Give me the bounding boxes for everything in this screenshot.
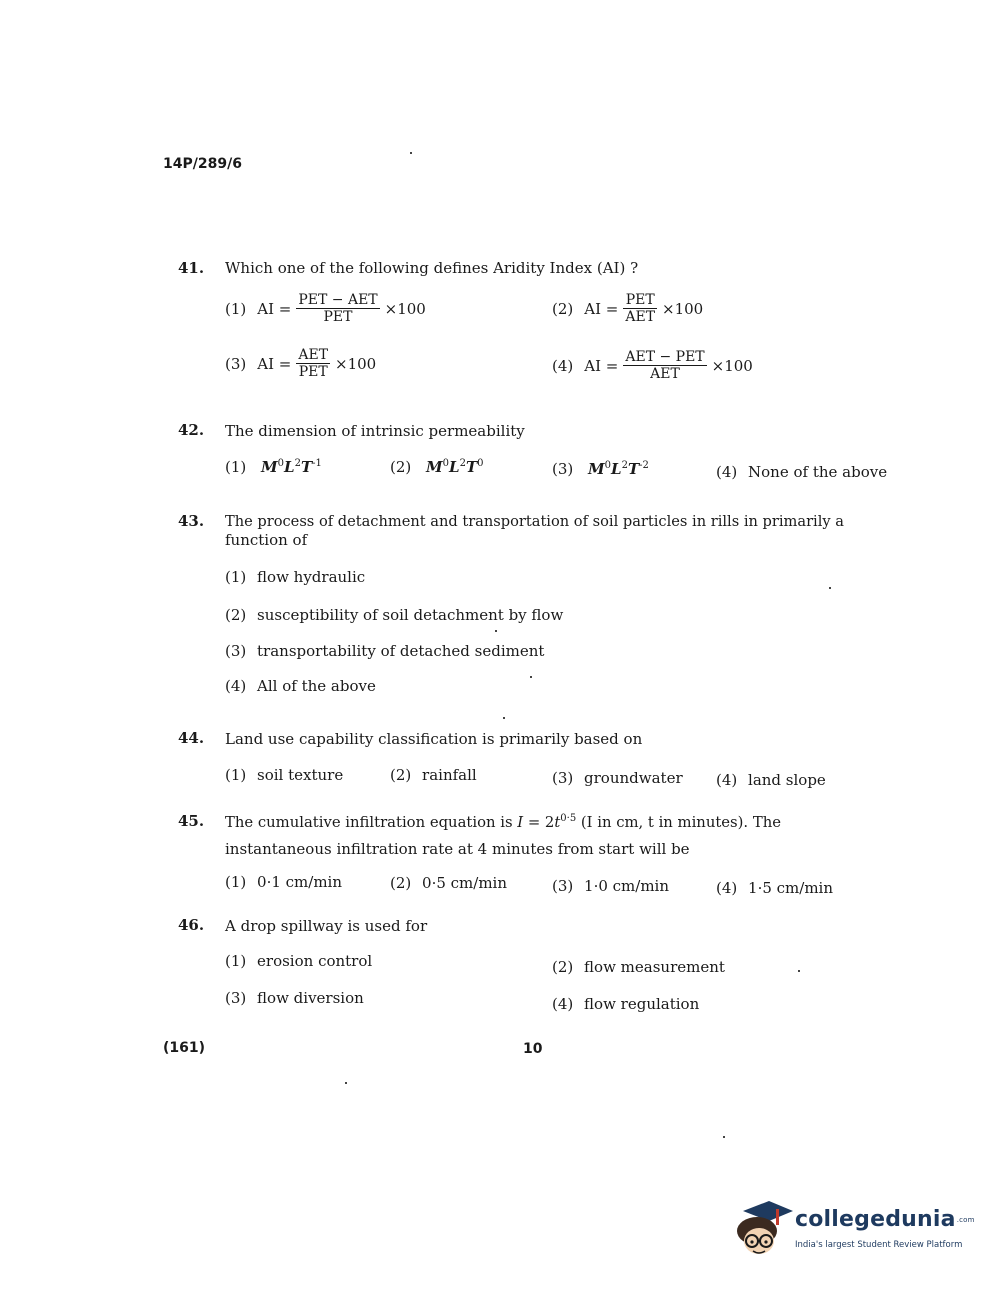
q45-option-2-text: 0·5 cm/min: [422, 874, 508, 892]
q43-option-3-text: transportability of detached sediment: [257, 642, 545, 660]
q46-option-4-text: flow regulation: [584, 995, 700, 1013]
q43-option-2-label: (2): [225, 606, 247, 624]
q44-option-4-label: (4): [716, 771, 738, 789]
q42-option-4-label: (4): [716, 463, 738, 481]
q43-option-3: [225, 642, 544, 660]
q45-option-3-label: (3): [552, 877, 574, 895]
q41-option-4-label: (4): [552, 356, 574, 375]
page-code: 14P/289/6: [163, 156, 242, 172]
question-46-text: A drop spillway is used for: [225, 917, 428, 935]
q46-option-1: [225, 952, 372, 970]
q41-option-4-numerator: AET − PET: [625, 349, 705, 365]
q45-eq-t: t: [554, 813, 561, 831]
q45-option-2-label: (2): [390, 874, 412, 892]
brand-dotcom: .com: [956, 1216, 975, 1224]
q41-option-3-label: (3): [225, 354, 247, 373]
q46-option-1-text: erosion control: [257, 952, 373, 970]
q44-option-3: [552, 769, 683, 787]
q45-option-2: [390, 874, 507, 892]
q43-option-2-text: susceptibility of soil detachment by flow: [257, 606, 564, 624]
scan-speck: [495, 630, 497, 632]
q44-option-1-label: (1): [225, 766, 247, 784]
page-number: 10: [523, 1041, 543, 1057]
question-43-line-1: The process of detachment and transportation of soil particles in rills in primarily a: [225, 513, 844, 530]
q42-o3-m-exp: 0: [604, 460, 612, 471]
q46-option-3: [225, 989, 364, 1007]
q45-eq-lhs: I: [517, 813, 524, 831]
q42-option-3-label: (3): [552, 460, 574, 478]
question-41-text: Which one of the following defines Aridity Index (AI) ?: [225, 259, 639, 277]
q45-line-1-start: The cumulative infiltration equation is: [225, 813, 518, 831]
scan-speck: [723, 1136, 725, 1138]
q45-option-4-text: 1·5 cm/min: [748, 879, 834, 897]
brand-tagline: India's largest Student Review Platform: [795, 1240, 963, 1250]
scan-speck: [530, 676, 532, 678]
q42-option-2-label: (2): [390, 458, 412, 476]
q45-option-4: [716, 879, 833, 897]
q42-o1-m-exp: 0: [277, 458, 285, 469]
q46-option-4-label: (4): [552, 995, 574, 1013]
q42-o2-m-exp: 0: [442, 458, 450, 469]
q42-option-2: (2) $M^0L^2T^0$: [390, 458, 484, 476]
q45-option-1: [225, 873, 342, 891]
q42-o1-l-exp: 2: [294, 458, 301, 469]
q42-o3-t-exp: -2: [639, 460, 649, 471]
q41-option-2: [552, 292, 703, 325]
q45-line-1-end: (I in cm, t in minutes). The: [576, 813, 781, 831]
q41-option-2-denominator: AET: [625, 309, 656, 326]
q46-option-2-text: flow measurement: [584, 958, 725, 976]
scan-speck: [410, 152, 412, 154]
q42-option-1-label: (1): [225, 458, 247, 476]
q41-option-2-numerator: PET: [623, 292, 657, 309]
q45-option-3: [552, 877, 669, 895]
scan-speck: [503, 717, 505, 719]
q46-option-3-label: (3): [225, 989, 247, 1007]
q43-option-4: [225, 677, 376, 695]
q41-option-1: [225, 292, 426, 325]
q42-o1-t-exp: -1: [312, 458, 322, 469]
q44-option-2-label: (2): [390, 766, 412, 784]
question-45-line-2: instantaneous infiltration rate at 4 minutes from start will be: [225, 840, 690, 858]
q42-o2-l-exp: 2: [459, 458, 466, 469]
q44-option-4: [716, 771, 826, 789]
q45-eq-exponent: 0·5: [560, 813, 577, 824]
q42-option-3: (3) $M^0L^2T^{-2}$: [552, 460, 649, 478]
q45-option-4-label: (4): [716, 879, 738, 897]
q45-option-1-label: (1): [225, 873, 247, 891]
q46-option-2-label: (2): [552, 958, 574, 976]
q46-option-2: [552, 958, 725, 976]
q46-option-3-text: flow diversion: [257, 989, 364, 1007]
q43-option-2: [225, 606, 563, 624]
brand-name: [795, 1207, 975, 1232]
q46-option-1-label: (1): [225, 952, 247, 970]
q43-option-1: [225, 568, 365, 586]
q44-option-3-label: (3): [552, 769, 574, 787]
q41-option-1-label: (1): [225, 299, 247, 318]
footer-code: (161): [163, 1040, 206, 1056]
q44-option-2-text: rainfall: [422, 766, 477, 784]
question-45-number: 45.: [178, 812, 205, 830]
q41-option-1-multiplier: ×100: [384, 299, 426, 318]
q42-o3-l-exp: 2: [621, 460, 628, 471]
q41-option-1-lhs: AI =: [257, 299, 292, 318]
q46-option-4: [552, 995, 699, 1013]
q43-option-4-text: All of the above: [257, 677, 376, 695]
q41-option-4-denominator: AET: [650, 366, 680, 383]
q41-option-4-lhs: AI =: [584, 356, 619, 375]
q44-option-1: [225, 766, 343, 784]
q44-option-3-text: groundwater: [584, 769, 683, 787]
q41-option-2-multiplier: ×100: [662, 299, 704, 318]
q41-option-3-multiplier: ×100: [335, 354, 377, 373]
q43-option-1-text: flow hydraulic: [257, 568, 366, 586]
q41-option-4-fraction: [623, 349, 706, 382]
mascot-icon: [735, 1195, 793, 1265]
question-43-line-2: function of: [225, 531, 308, 549]
q41-option-2-fraction: [623, 292, 657, 325]
q43-option-1-label: (1): [225, 568, 247, 586]
q45-eq-mid: = 2: [523, 813, 555, 831]
q44-option-4-text: land slope: [748, 771, 826, 789]
brand-name-text: collegedunia: [795, 1207, 956, 1232]
q41-option-3: [225, 347, 376, 380]
q41-option-4-multiplier: ×100: [711, 356, 753, 375]
q41-option-1-denominator: PET: [323, 309, 353, 326]
q43-option-4-label: (4): [225, 677, 247, 695]
q41-option-3-denominator: PET: [298, 364, 328, 381]
question-42-number: 42.: [178, 421, 205, 439]
q42-option-1: (1) $M^0L^2T^{-1}$: [225, 458, 322, 476]
question-46-number: 46.: [178, 916, 205, 934]
collegedunia-logo[interactable]: [735, 1195, 975, 1265]
q41-option-1-numerator: PET − AET: [298, 292, 378, 308]
q41-option-4: [552, 349, 753, 382]
q42-option-4: [716, 463, 887, 481]
q45-option-3-text: 1·0 cm/min: [584, 877, 670, 895]
question-42-text: The dimension of intrinsic permeability: [225, 422, 525, 440]
scan-speck: [798, 970, 800, 972]
scan-speck: [829, 587, 831, 589]
q41-option-3-lhs: AI =: [257, 354, 292, 373]
q45-option-1-text: 0·1 cm/min: [257, 873, 343, 891]
q44-option-1-text: soil texture: [257, 766, 344, 784]
q41-option-3-numerator: AET: [298, 347, 329, 363]
q42-o2-t-exp: 0: [477, 458, 484, 469]
scan-speck: [345, 1082, 347, 1084]
question-44-text: Land use capability classification is primarily based on: [225, 730, 643, 748]
q44-option-2: [390, 766, 477, 784]
q41-option-2-label: (2): [552, 299, 574, 318]
question-45-line-1: [225, 813, 781, 831]
q41-option-3-fraction: [296, 347, 330, 380]
q43-option-3-label: (3): [225, 642, 247, 660]
question-44-number: 44.: [178, 729, 205, 747]
question-43-number: 43.: [178, 512, 205, 530]
q42-option-4-text: None of the above: [748, 463, 888, 481]
question-41-number: 41.: [178, 259, 205, 277]
q41-option-2-lhs: AI =: [584, 299, 619, 318]
q41-option-1-fraction: [296, 292, 379, 325]
